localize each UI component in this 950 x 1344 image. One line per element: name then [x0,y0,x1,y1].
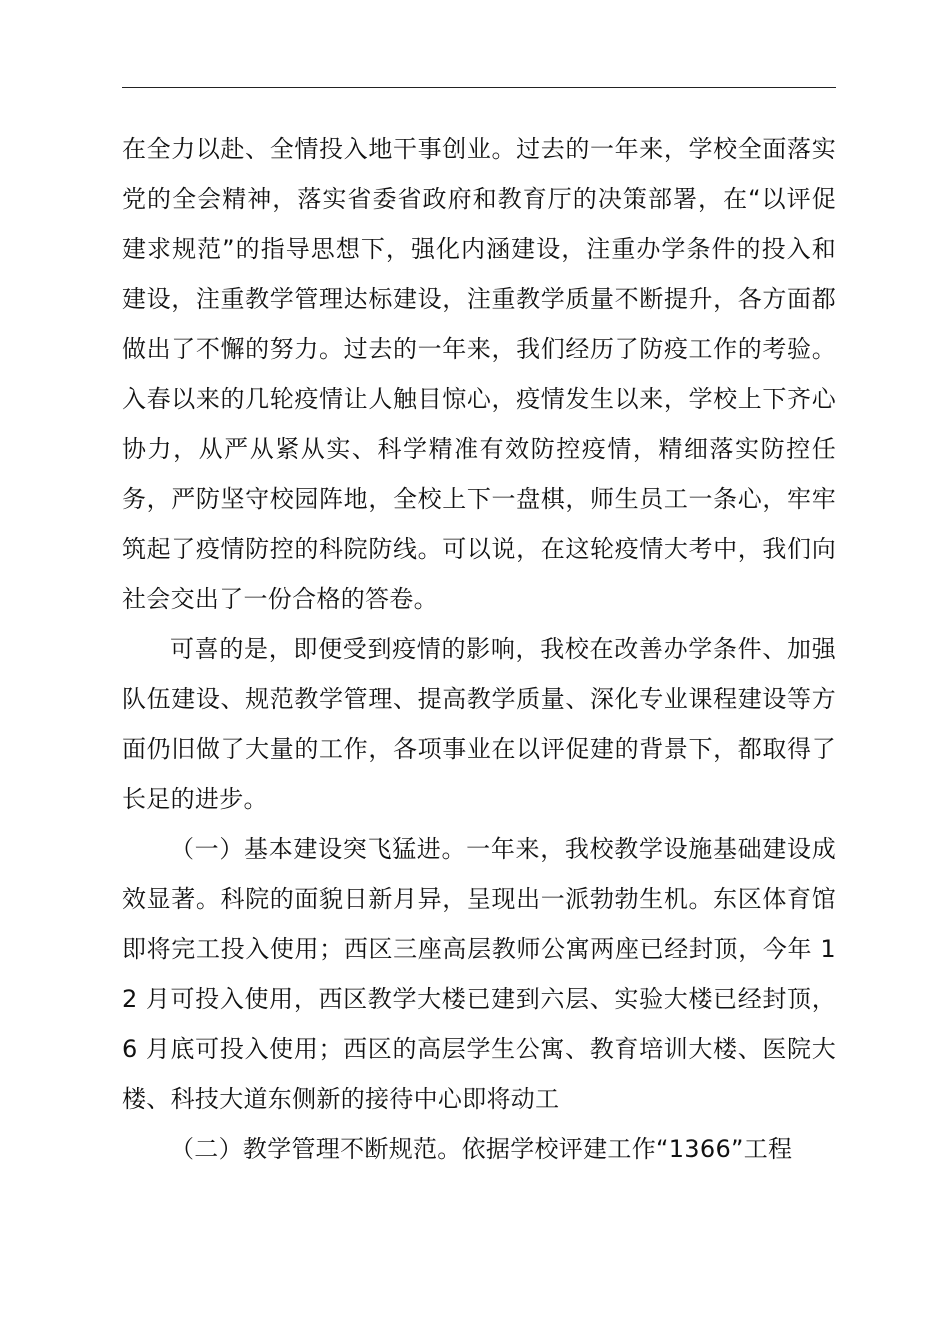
paragraph-2: 可喜的是，即便受到疫情的影响，我校在改善办学条件、加强队伍建设、规范教学管理、提高教学质量、深化专业课程建设等方面仍旧做了大量的工作，各项事业在以评促建的背景下，都取得了长足的进步。 [122,635,836,813]
paragraph-1: 在全力以赴、全情投入地干事创业。过去的一年来，学校全面落实党的全会精神，落实省委省政府和教育厅的决策部署，在“以评促建求规范”的指导思想下，强化内涵建设，注重办学条件的投入和建设，注重教学管理达标建设，注重教学质量不断提升，各方面都做出了不懈的努力。过去的一年来，我们经历了防疫工作的考验。入春以来的几轮疫情让人触目惊心，疫情发生以来，学校上下齐心协力，从严从紧从实、科学精准有效防控疫情，精细落实防控任务，严防坚守校园阵地，全校上下一盘棋，师生员工一条心，牢牢筑起了疫情防控的科院防线。可以说，在这轮疫情大考中，我们向社会交出了一份合格的答卷。 [122,135,836,613]
header-rule [122,87,836,88]
paragraph-4: （二）教学管理不断规范。依据学校评建工作“1366”工程 [170,1135,793,1163]
paragraph-3: （一）基本建设突飞猛进。一年来，我校教学设施基础建设成效显著。科院的面貌日新月异，呈现出一派勃勃生机。东区体育馆即将完工投入使用；西区三座高层教师公寓两座已经封顶，今年 12 月可投入使用，西区教学大楼已建到六层、实验大楼已经封顶，6 月底可投入使用；西区的高层学生公寓、教育培训大楼、医院大楼、科技大道东侧新的接待中心即将动工 [122,835,836,1113]
document-body [122,124,836,1174]
